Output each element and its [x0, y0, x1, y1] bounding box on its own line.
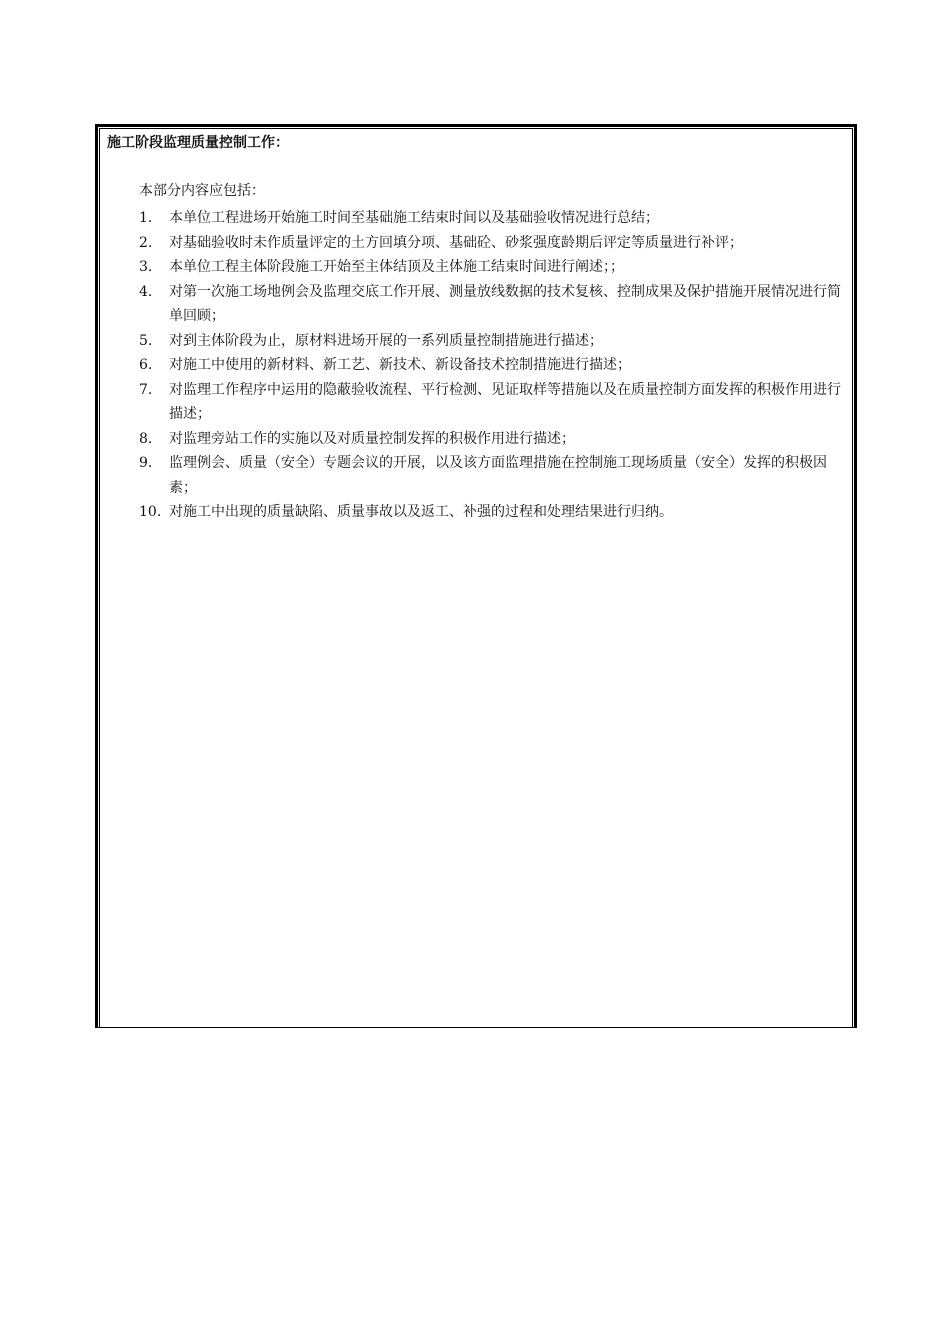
list-item-number: 10. — [139, 504, 162, 520]
list-item-text: 对到主体阶段为止，原材料进场开展的一系列质量控制措施进行描述； — [169, 332, 603, 349]
list-item — [139, 500, 841, 525]
list-item — [139, 451, 841, 500]
list-item-text: 对监理旁站工作的实施以及对质量控制发挥的积极作用进行描述； — [169, 430, 575, 447]
list-item-text: 对施工中出现的质量缺陷、质量事故以及返工、补强的过程和处理结果进行归纳。 — [169, 504, 673, 520]
list-item — [139, 280, 841, 329]
list-item-text: 本单位工程进场开始施工时间至基础施工结束时间以及基础验收情况进行总结； — [169, 210, 659, 226]
list-item — [139, 427, 841, 452]
list-item-number: 8. — [139, 430, 153, 447]
section-heading: 施工阶段监理质量控制工作： — [107, 135, 289, 151]
list-item-text: 对监理工作程序中运用的隐蔽验收流程、平行检测、见证取样等措施以及在质量控制方面发挥的积极作用进行描述； — [169, 381, 841, 422]
list-item-number: 1. — [139, 210, 153, 226]
list-item-text: 对基础验收时未作质量评定的土方回填分项、基础砼、砂浆强度龄期后评定等质量进行补评； — [169, 234, 743, 251]
list-item — [139, 231, 841, 256]
list-item — [139, 378, 841, 427]
list-item-number: 2. — [139, 234, 153, 251]
section-intro: 本部分内容应包括： — [139, 183, 265, 199]
list-item-text: 对第一次施工场地例会及监理交底工作开展、测量放线数据的技术复核、控制成果及保护措施开展情况进行简单回顾； — [169, 283, 841, 324]
list-item-number: 9. — [139, 455, 153, 471]
list-item-number: 4. — [139, 283, 153, 300]
list-item-text: 对施工中使用的新材料、新工艺、新技术、新设备技术控制措施进行描述； — [169, 357, 631, 373]
list-item-number: 7. — [139, 381, 153, 398]
list-item-text: 本单位工程主体阶段施工开始至主体结顶及主体施工结束时间进行阐述；； — [169, 259, 624, 275]
list-item — [139, 255, 841, 280]
content-requirements-list — [139, 206, 841, 525]
list-item — [139, 329, 841, 354]
list-item — [139, 353, 841, 378]
list-item-text: 监理例会、质量（安全）专题会议的开展，以及该方面监理措施在控制施工现场质量（安全）发挥的积极因素； — [169, 455, 827, 496]
list-item — [139, 206, 841, 231]
list-item-number: 3. — [139, 259, 153, 275]
list-item-number: 6. — [139, 357, 153, 373]
list-item-number: 5. — [139, 332, 153, 349]
